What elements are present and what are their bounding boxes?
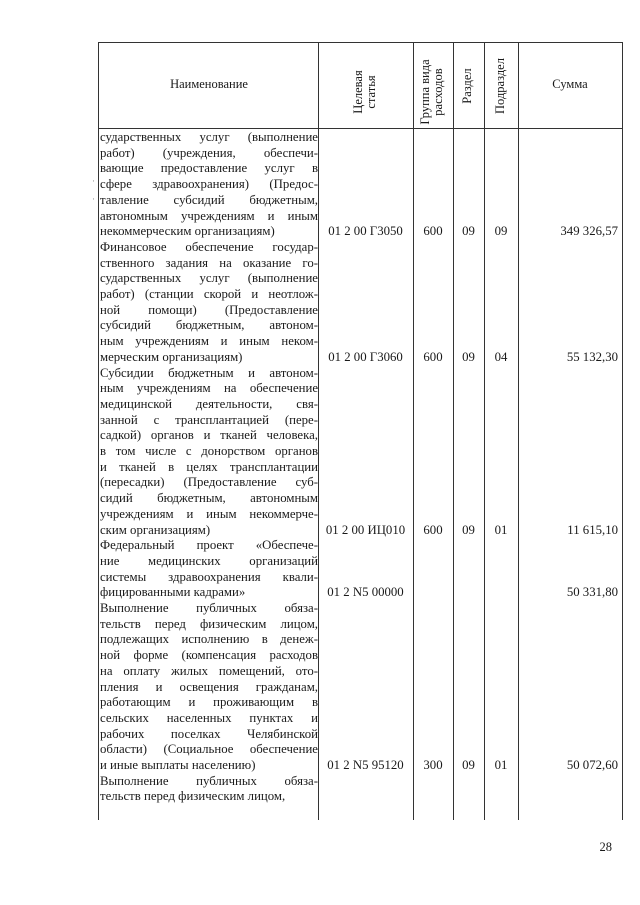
row-amount: 55 132,30 [566,349,618,364]
row-target-code: 01 2 N5 00000 [327,585,404,600]
description-line: ной помощи) (Предоставление [100,302,318,317]
description-line: Финансовое обеспечение государ- [100,239,318,254]
row-group: 600 [423,349,443,364]
description-line: учреждениям и иным некоммерче- [100,506,318,521]
description-line: тельств перед физическим лицом, [100,616,318,631]
row-target-code: 01 2 00 Г3050 [328,224,403,239]
description-line: сфере здравоохранения) (Предос- [100,177,318,192]
description-line: садкой) органов и тканей человека, [100,428,318,443]
description-line: ной форме (компенсация расходов [100,648,318,663]
row-group: 600 [423,224,443,239]
description-line: тавление субсидий бюджетным, [100,192,318,207]
description-line: и тканей в целях трансплантации [100,459,318,474]
description-line: сельских населенных пунктах и [100,710,318,725]
row-subsection: 01 [494,522,508,537]
description-line: работ) (учреждения, обеспечи- [100,145,318,160]
description-line: ственного задания на оказание го- [100,255,318,270]
header-group: Группа вида расходов [418,59,445,125]
row-target-code: 01 2 00 ИЦ010 [325,522,406,537]
description-line: Субсидии бюджетным и автоном- [100,365,318,380]
row-description [100,366,318,539]
row-description [100,240,318,366]
description-line: системы здравоохранения квали- [100,569,318,584]
description-line: сидий бюджетным, автономным [100,491,318,506]
row-section: 09 [462,349,475,364]
row-description [100,774,318,805]
description-line: работ) (станции скорой и неотлож- [100,287,318,301]
column-divider-group [453,42,454,820]
description-line: подлежащих исполнению в денеж- [100,632,318,647]
row-subsection: 01 [494,758,508,772]
description-line: занной с трансплантацией (пере- [100,412,318,427]
table-border-top [98,42,623,43]
description-line: работающим и проживающим в [100,695,318,710]
row-amount: 50 331,80 [566,585,618,600]
table-border-right [622,42,623,820]
row-amount: 11 615,10 [567,522,618,537]
description-line: ным учреждениям и иным неком- [100,334,318,349]
header-section: Раздел [460,68,474,104]
description-line: мерческим организациям) [100,349,243,364]
table-border-left [98,42,99,820]
description-line: Выполнение публичных обяза- [100,773,318,788]
column-divider-section [484,42,485,820]
page-number: 28 [599,840,612,854]
description-line: некоммерческим организациям) [100,224,275,239]
description-line: Выполнение публичных обяза- [100,601,318,615]
description-line: в том числе с донорством органов [100,444,318,459]
row-subsection: 04 [494,349,508,364]
row-group: 300 [423,758,443,772]
row-section: 09 [462,758,475,772]
description-line: сударственных услуг (выполнение [100,271,318,286]
margin-mark: · [92,176,95,186]
header-subsection: Подраздел [493,58,507,114]
margin-mark: · [92,194,95,204]
description-line: и иные выплаты населению) [100,758,256,773]
description-line: субсидий бюджетным, автоном- [100,318,318,333]
column-divider-subsection [518,42,519,820]
row-description [100,538,318,601]
row-target-code: 01 2 N5 95120 [327,758,404,772]
row-amount: 349 326,57 [560,224,618,239]
row-amount: 50 072,60 [566,758,618,772]
description-line: тельств перед физическим лицом, [100,789,286,804]
header-sum: Сумма [552,77,588,91]
row-subsection: 09 [494,224,508,239]
column-divider-name [318,42,319,820]
row-target-code: 01 2 00 Г3060 [328,349,403,364]
description-line: области) (Социальное обеспечение [100,742,318,757]
description-line: фицированными кадрами» [100,585,246,600]
header-name: Наименование [170,77,248,91]
description-line: на оплату жилых помещений, ото- [100,663,318,678]
description-line: сударственных услуг (выполнение [100,130,318,144]
description-line: автономным учреждениям и иным [100,208,318,223]
row-section: 09 [462,522,475,537]
column-divider-target [413,42,414,820]
description-line: ние медицинских организаций [100,553,318,568]
description-line: ским организациям) [100,522,211,537]
description-line: пления и освещения гражданам, [100,679,318,694]
description-line: (пересадки) (Предоставление суб- [100,475,318,490]
description-line: Федеральный проект «Обеспече- [100,538,318,553]
description-line: вающие предоставление услуг в [100,161,318,176]
header-target: Целевая статья [351,70,378,114]
row-group: 600 [423,522,443,537]
description-line: медицинской деятельности, свя- [100,396,318,411]
row-description [100,601,318,774]
row-section: 09 [462,224,475,239]
row-description [100,130,318,240]
description-line: рабочих поселках Челябинской [100,726,318,741]
description-line: ным учреждениям на обеспечение [100,381,318,396]
